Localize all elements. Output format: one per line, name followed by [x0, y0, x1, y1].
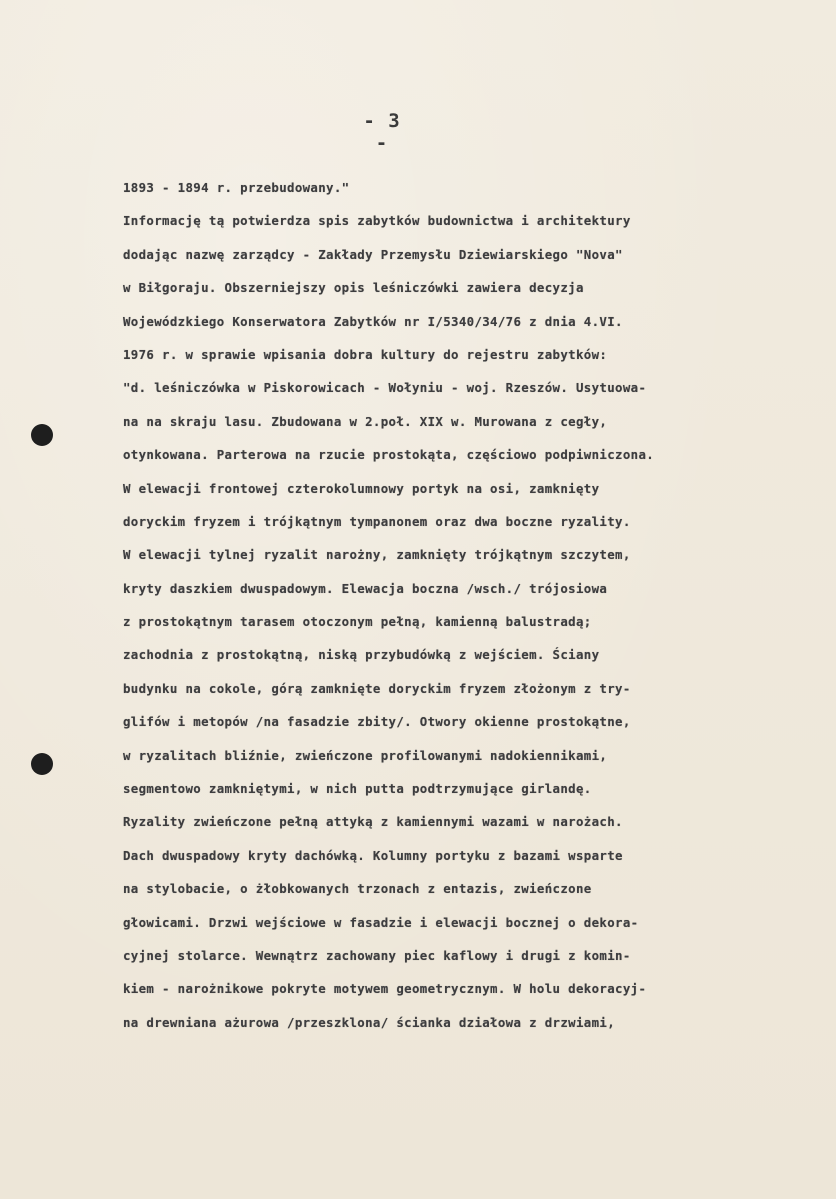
text-line: w Biłgoraju. Obszerniejszy opis leśniczówki zawiera decyzja — [123, 280, 584, 296]
text-line: W elewacji tylnej ryzalit narożny, zamknięty trójkątnym szczytem, — [123, 547, 631, 563]
text-line: segmentowo zamkniętymi, w nich putta podtrzymujące girlandę. — [123, 781, 592, 797]
text-line: otynkowana. Parterowa na rzucie prostokąta, częściowo podpiwniczona. — [123, 447, 655, 463]
text-line: na stylobacie, o żłobkowanych trzonach z entazis, zwieńczone — [123, 881, 592, 897]
punch-hole — [31, 753, 53, 775]
text-line: Informację tą potwierdza spis zabytków budownictwa i architektury — [123, 213, 631, 229]
page-number: - 3 - — [363, 110, 401, 154]
text-line: Wojewódzkiego Konserwatora Zabytków nr I/5340/34/76 z dnia 4.VI. — [123, 313, 623, 329]
text-line: Dach dwuspadowy kryty dachówką. Kolumny portyku z bazami wsparte — [123, 847, 623, 863]
body-text — [123, 171, 823, 1039]
text-line: zachodnia z prostokątną, niską przybudówką z wejściem. Ściany — [123, 647, 600, 663]
text-line: kiem - narożnikowe pokryte motywem geometrycznym. W holu dekoracyj- — [123, 981, 647, 997]
text-line: cyjnej stolarce. Wewnątrz zachowany piec kaflowy i drugi z komin- — [123, 947, 631, 963]
text-line: na na skraju lasu. Zbudowana w 2.poł. XIX w. Murowana z cegły, — [123, 413, 608, 429]
text-line: 1893 - 1894 r. przebudowany." — [123, 180, 350, 195]
text-line: doryckim fryzem i trójkątnym tympanonem oraz dwa boczne ryzality. — [123, 513, 631, 529]
text-line: na drewniana ażurowa /przeszklona/ ścianka działowa z drzwiami, — [123, 1014, 616, 1030]
text-line: dodając nazwę zarządcy - Zakłady Przemysłu Dziewiarskiego "Nova" — [123, 246, 623, 262]
text-line: "d. leśniczówka w Piskorowicach - Wołyniu - woj. Rzeszów. Usytuowa- — [123, 380, 647, 396]
text-line: głowicami. Drzwi wejściowe w fasadzie i elewacji bocznej o dekora- — [123, 914, 639, 930]
text-line: 1976 r. w sprawie wpisania dobra kultury do rejestru zabytków: — [123, 346, 608, 362]
text-line: W elewacji frontowej czterokolumnowy portyk na osi, zamknięty — [123, 480, 600, 496]
text-line: kryty daszkiem dwuspadowym. Elewacja boczna /wsch./ trójosiowa — [123, 580, 608, 596]
text-line: z prostokątnym tarasem otoczonym pełną, kamienną balustradą; — [123, 614, 592, 630]
text-line: glifów i metopów /na fasadzie zbity/. Otwory okienne prostokątne, — [123, 714, 631, 730]
text-line: Ryzality zwieńczone pełną attyką z kamiennymi wazami w narożach. — [123, 814, 623, 830]
text-line: budynku na cokole, górą zamknięte doryckim fryzem złożonym z try- — [123, 680, 631, 696]
text-line: w ryzalitach bliźnie, zwieńczone profilowanymi nadokiennikami, — [123, 747, 608, 763]
punch-hole — [31, 424, 53, 446]
